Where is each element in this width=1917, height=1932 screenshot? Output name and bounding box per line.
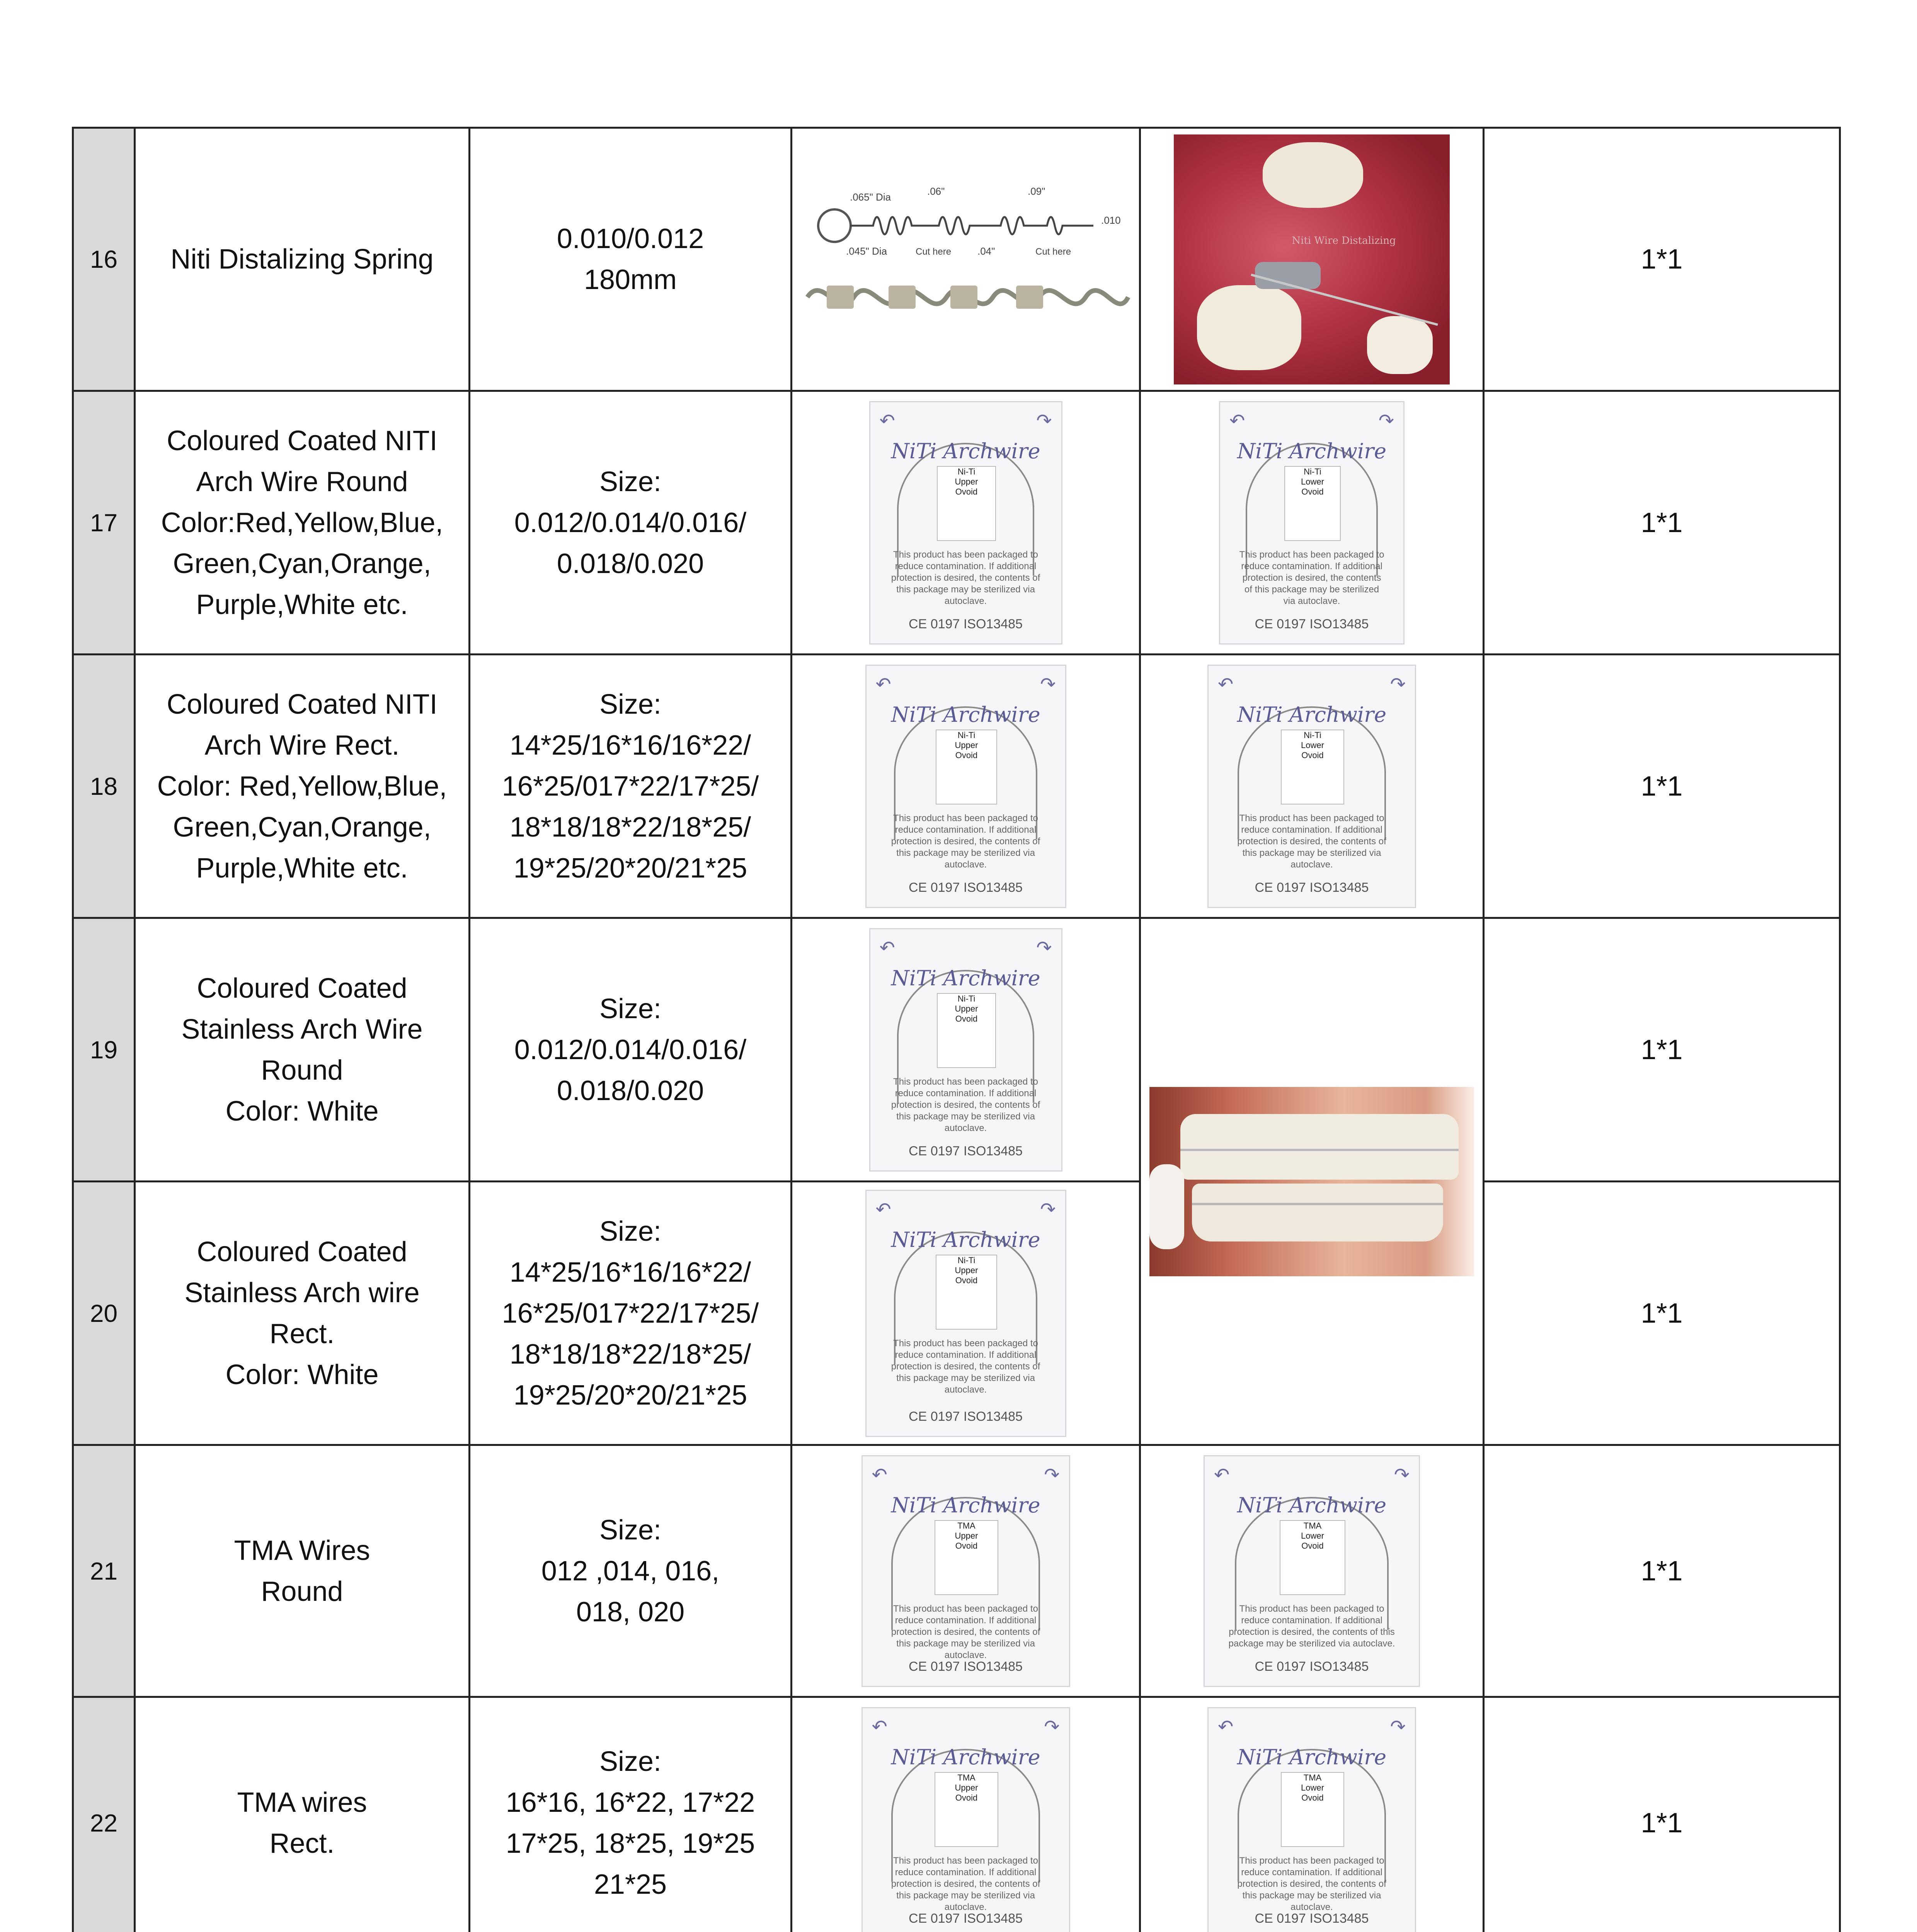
archwire-package-photo: ↶ ↷ NiTi Archwire Ni-Ti Lower Ovoid This product has been packaged to reduce contamination. If additional protection is desired, the contents of this package may be sterilized via autoclave. CE 0197 ISO13485 bbox=[1207, 665, 1416, 908]
product-name: TMA Wires Round bbox=[135, 1445, 470, 1697]
product-name: Coloured Coated NITI Arch Wire Round Color:Red,Yellow,Blue, Green,Cyan,Orange, Purple,White etc. bbox=[135, 391, 470, 655]
open-arrow-icon: ↶ bbox=[879, 410, 895, 431]
product-size: Size: 14*25/16*16/16*22/ 16*25/017*22/17*25/ 18*18/18*22/18*25/ 19*25/20*20/21*25 bbox=[470, 1182, 792, 1445]
open-arrow-icon: ↶ bbox=[875, 1199, 891, 1220]
archwire-package-photo: ↶ ↷ NiTi Archwire Ni-Ti Lower Ovoid This product has been packaged to reduce contamination. If additional protection is desired, the contents of this package may be sterilized via autoclave. CE 0197 ISO13485 bbox=[1219, 401, 1405, 645]
pitch-b-label: .09" bbox=[1027, 185, 1045, 197]
archwire-package-photo: ↶ ↷ NiTi Archwire Ni-Ti Upper Ovoid This product has been packaged to reduce contamination. If additional protection is desired, the contents of this package may be sterilized via autoclave. CE 0197 ISO13485 bbox=[869, 928, 1062, 1172]
product-name: Niti Distalizing Spring bbox=[135, 128, 470, 391]
open-arrow-icon: ↶ bbox=[1218, 1716, 1234, 1737]
package-photo-cell bbox=[792, 1445, 1140, 1697]
table-row bbox=[73, 1697, 1840, 1932]
cut-label-1: Cut here bbox=[915, 246, 951, 257]
open-arrow-icon: ↷ bbox=[1036, 410, 1052, 431]
archwire-package-photo: ↶ ↷ NiTi Archwire TMA Upper Ovoid This product has been packaged to reduce contamination. If additional protection is desired, the contents of this package may be sterilized via autoclave. CE 0197 ISO13485 bbox=[861, 1455, 1070, 1687]
product-name: Coloured Coated Stainless Arch wire Rect. Color: White bbox=[135, 1182, 470, 1445]
product-size: Size: 0.012/0.014/0.016/ 0.018/0.020 bbox=[470, 391, 792, 655]
archwire-package-photo: ↶ ↷ NiTi Archwire TMA Lower Ovoid This product has been packaged to reduce contamination. If additional protection is desired, the contents of this package may be sterilized via autoclave. CE 0197 ISO13485 bbox=[1207, 1707, 1416, 1932]
archwire-package-photo: ↶ ↷ NiTi Archwire Ni-Ti Upper Ovoid This product has been packaged to reduce contamination. If additional protection is desired, the contents of this package may be sterilized via autoclave. CE 0197 ISO13485 bbox=[865, 665, 1066, 908]
product-name: Coloured Coated NITI Arch Wire Rect. Color: Red,Yellow,Blue, Green,Cyan,Orange, Purple,White etc. bbox=[135, 655, 470, 918]
open-arrow-icon: ↶ bbox=[875, 674, 891, 695]
open-arrow-icon: ↷ bbox=[1390, 674, 1406, 695]
open-arrow-icon: ↷ bbox=[1040, 674, 1056, 695]
quantity: 1*1 bbox=[1484, 128, 1840, 391]
dia-large-label: .065" Dia bbox=[850, 191, 891, 203]
archwire-package-photo: ↶ ↷ NiTi Archwire TMA Lower Ovoid This product has been packaged to reduce contamination. If additional protection is desired, the contents of this package may be sterilized via autoclave. CE 0197 ISO13485 bbox=[1204, 1455, 1420, 1687]
row-number: 21 bbox=[73, 1445, 135, 1697]
teeth-photo-cell bbox=[1140, 918, 1484, 1445]
archwire-package-photo: ↶ ↷ NiTi Archwire TMA Upper Ovoid This product has been packaged to reduce contamination. If additional protection is desired, the contents of this package may be sterilized via autoclave. CE 0197 ISO13485 bbox=[861, 1707, 1070, 1932]
archwire-package-photo: ↶ ↷ NiTi Archwire Ni-Ti Upper Ovoid This product has been packaged to reduce contamination. If additional protection is desired, the contents of this package may be sterilized via autoclave. CE 0197 ISO13485 bbox=[865, 1190, 1066, 1437]
quantity: 1*1 bbox=[1484, 655, 1840, 918]
table-row bbox=[73, 1445, 1840, 1697]
package-photo-cell bbox=[792, 391, 1140, 655]
open-arrow-icon: ↶ bbox=[1218, 674, 1234, 695]
quantity: 1*1 bbox=[1484, 1182, 1840, 1445]
open-arrow-icon: ↶ bbox=[872, 1716, 887, 1737]
row-number: 22 bbox=[73, 1697, 135, 1932]
row-number: 20 bbox=[73, 1182, 135, 1445]
open-arrow-icon: ↷ bbox=[1044, 1464, 1060, 1485]
row-number: 17 bbox=[73, 391, 135, 655]
quantity: 1*1 bbox=[1484, 918, 1840, 1182]
spring-diagram bbox=[800, 181, 1132, 336]
table-row bbox=[73, 1182, 1840, 1445]
product-name: Coloured Coated Stainless Arch Wire Round Color: White bbox=[135, 918, 470, 1182]
open-arrow-icon: ↶ bbox=[872, 1464, 887, 1485]
table-row bbox=[73, 391, 1840, 655]
product-size: Size: 14*25/16*16/16*22/ 16*25/017*22/17*25/ 18*18/18*22/18*25/ 19*25/20*20/21*25 bbox=[470, 655, 792, 918]
product-name: TMA wires Rect. bbox=[135, 1697, 470, 1932]
pitch-c-label: .04" bbox=[977, 245, 995, 257]
package-photo-cell bbox=[792, 1697, 1140, 1932]
clinical-photo bbox=[1174, 134, 1450, 384]
open-arrow-icon: ↶ bbox=[1229, 410, 1245, 431]
archwire-package-photo: ↶ ↷ NiTi Archwire Ni-Ti Upper Ovoid This product has been packaged to reduce contamination. If additional protection is desired, the contents of this package may be sterilized via autoclave. CE 0197 ISO13485 bbox=[869, 401, 1062, 645]
clinical-photo-cell bbox=[1140, 128, 1484, 391]
product-size: Size: 0.012/0.014/0.016/ 0.018/0.020 bbox=[470, 918, 792, 1182]
product-size: 0.010/0.012 180mm bbox=[470, 128, 792, 391]
open-arrow-icon: ↷ bbox=[1044, 1716, 1060, 1737]
teeth-braces-photo bbox=[1149, 1087, 1474, 1276]
row-number: 18 bbox=[73, 655, 135, 918]
open-arrow-icon: ↶ bbox=[879, 937, 895, 958]
package-photo-cell bbox=[792, 655, 1140, 918]
quantity: 1*1 bbox=[1484, 1445, 1840, 1697]
table-row bbox=[73, 918, 1840, 1182]
pitch-a-label: .06" bbox=[927, 185, 945, 197]
row-number: 19 bbox=[73, 918, 135, 1182]
open-arrow-icon: ↷ bbox=[1036, 937, 1052, 958]
open-arrow-icon: ↷ bbox=[1040, 1199, 1056, 1220]
open-arrow-icon: ↷ bbox=[1394, 1464, 1410, 1485]
table-row bbox=[73, 128, 1840, 391]
quantity: 1*1 bbox=[1484, 391, 1840, 655]
open-arrow-icon: ↷ bbox=[1378, 410, 1394, 431]
product-table bbox=[72, 127, 1841, 1932]
cut-label-2: Cut here bbox=[1035, 246, 1071, 257]
product-size: Size: 012 ,014, 016, 018, 020 bbox=[470, 1445, 792, 1697]
photo-caption: Niti Wire Distalizing bbox=[1292, 235, 1396, 247]
dia-small-label: .045" Dia bbox=[846, 245, 887, 257]
wire-size-label: .010 bbox=[1101, 214, 1121, 226]
package-photo-cell bbox=[1140, 655, 1484, 918]
package-photo-cell bbox=[1140, 1445, 1484, 1697]
package-photo-cell bbox=[792, 1182, 1140, 1445]
package-photo-cell bbox=[1140, 391, 1484, 655]
spring-diagram-cell bbox=[792, 128, 1140, 391]
package-photo-cell bbox=[1140, 1697, 1484, 1932]
table-row bbox=[73, 655, 1840, 918]
open-arrow-icon: ↷ bbox=[1390, 1716, 1406, 1737]
product-size: Size: 16*16, 16*22, 17*22 17*25, 18*25, 19*25 21*25 bbox=[470, 1697, 792, 1932]
open-arrow-icon: ↶ bbox=[1214, 1464, 1230, 1485]
row-number: 16 bbox=[73, 128, 135, 391]
quantity: 1*1 bbox=[1484, 1697, 1840, 1932]
package-photo-cell bbox=[792, 918, 1140, 1182]
